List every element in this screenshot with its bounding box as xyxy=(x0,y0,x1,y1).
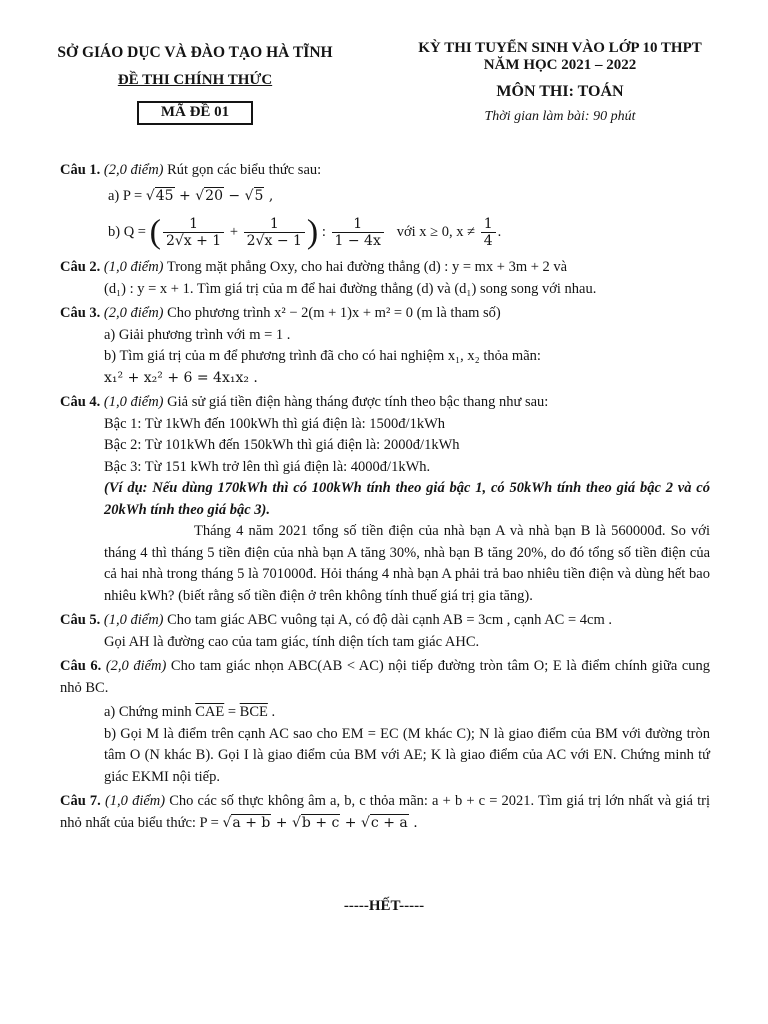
q6a-end: . xyxy=(267,704,276,720)
q6a-angle-2: $\overline{BCE}$ xyxy=(239,704,268,720)
q3-points: (2,0 điểm) xyxy=(103,305,164,321)
q1a-label: a) P = xyxy=(108,187,146,204)
q1b-f3-num: 1 xyxy=(332,216,384,233)
q1b-f1-num: 1 xyxy=(163,216,224,233)
q3-part-a: a) Giải phương trình với m = 1 . xyxy=(104,326,291,343)
q2-line1: Trong mặt phẳng Oxy, cho hai đường thẳng (d) : y = mx + 3m + 2 và xyxy=(163,259,568,275)
department-name: SỞ GIÁO DỤC VÀ ĐÀO TẠO HÀ TĨNH xyxy=(57,44,333,61)
q1-text: Rút gọn các biểu thức sau: xyxy=(163,162,322,178)
q5-head: Câu 5. xyxy=(60,612,101,628)
exam-code-box: MÃ ĐỀ 01 xyxy=(137,101,253,125)
q7-text: Cho các số thực không âm a, b, c thỏa mãn: a + b + c = 2021. Tìm giá trị lớn nhất và giá trị nhỏ nhất của biểu thức: P = xyxy=(60,793,711,831)
q7-head: Câu 7. xyxy=(60,793,101,809)
q1b-f2-num: 1 xyxy=(244,216,305,233)
q1b-cond-fraction xyxy=(481,216,496,249)
q5-line2: Gọi AH là đường cao của tam giác, tính diện tích tam giác AHC. xyxy=(104,633,480,650)
q6-text: Cho tam giác nhọn ABC(AB < AC) nội tiếp đường tròn tâm O; E là điểm chính giữa cung nhỏ BC. xyxy=(60,658,711,696)
q2-line2: (d₁) : y = x + 1. Tìm giá trị của m để hai đường thẳng (d) và (d₁) song song với nhau. xyxy=(104,280,597,297)
q1b-f2-den: 2√x − 1 xyxy=(246,233,302,250)
q4-tier-1: Bậc 1: Từ 1kWh đến 100kWh thì giá điện là: 1500đ/1kWh xyxy=(104,415,446,432)
school-year: NĂM HỌC 2021 – 2022 xyxy=(483,57,637,73)
q1b-fraction-1 xyxy=(163,216,224,249)
q7-radicand-2: b + c xyxy=(301,814,340,831)
q6-points: (2,0 điểm) xyxy=(105,658,167,674)
exam-body xyxy=(60,160,710,834)
q1b-f1-den: 2√x + 1 xyxy=(165,233,222,250)
q3-text: Cho phương trình x² − 2(m + 1)x + m² = 0 (m là tham số) xyxy=(163,305,501,321)
q3-part-b: b) Tìm giá trị của m để phương trình đã cho có hai nghiệm x₁, x₂ thỏa mãn: xyxy=(104,348,541,364)
q2-head: Câu 2. xyxy=(60,259,101,275)
q4-tier-3: Bậc 3: Từ 151 kWh trở lên thì giá điện là: 4000đ/1kWh. xyxy=(104,458,431,475)
q5-line1: Cho tam giác ABC vuông tại A, có độ dài cạnh AB = 3cm , cạnh AC = 4cm . xyxy=(163,612,612,628)
duration: Thời gian làm bài: 90 phút xyxy=(484,109,636,124)
question-2 xyxy=(60,257,710,279)
question-1 xyxy=(60,160,710,182)
q1b-fraction-2 xyxy=(244,216,305,249)
q4-problem: Tháng 4 năm 2021 tổng số tiền điện của nhà bạn A và nhà bạn B là 560000đ. So với tháng 4 thì tháng 5 tiền điện của nhà bạn A tăng 30%, nhà bạn B tăng 20%, do đó tổng số tiền điện của cả hai nhà trong tháng 5 là 701000đ. Hỏi tháng 4 nhà bạn A phải trả bao nhiêu tiền điện và dùng hết bao nhiêu kWh? (biết rằng số tiền điện ở trên không tính thuế giá trị gia tăng). xyxy=(104,523,710,604)
official-exam-label xyxy=(40,72,350,89)
q4-example: (Ví dụ: Nếu dùng 170kWh thì có 100kWh tính theo giá bậc 1, có 50kWh tính theo giá bậc 2 và có 20kWh tính theo giá bậc 3). xyxy=(104,480,710,518)
q1b-f3-den: 1 − 4x xyxy=(334,233,381,250)
question-7: Câu 7. (1,0 điểm) Cho các số thực không âm a, b, c thỏa mãn: a + b + c = 2021. Tìm giá trị lớn nhất và giá trị nhỏ nhất của biểu thức: P = √a + b + √b + c + √c + a . xyxy=(60,793,711,831)
question-4 xyxy=(60,392,710,414)
question-6 xyxy=(60,656,710,699)
q7-points: (1,0 điểm) xyxy=(104,793,166,809)
q4-head: Câu 4. xyxy=(60,394,101,410)
q6-part-b: b) Gọi M là điểm trên cạnh AC sao cho EM = EC (M khác C); N là giao điểm của BM với đường tròn tâm O (N khác B). Gọi I là giao điểm của BM với AE; K là giao điểm của AC với EN. Chứng minh tứ giác EKMI nội tiếp. xyxy=(104,725,710,785)
header-left xyxy=(40,44,350,125)
q6a-label: a) Chứng minh xyxy=(104,704,196,720)
q6a-angle-1: $\overline{CAE}$ xyxy=(195,704,225,720)
q1a-radicand-1: 45 xyxy=(155,187,174,204)
q1b-cf-den: 4 xyxy=(483,233,493,250)
question-5 xyxy=(60,610,710,632)
q7-radicand-3: c + a xyxy=(370,814,408,831)
q4-text: Giả sử giá tiền điện hàng tháng được tính theo bậc thang như sau: xyxy=(163,394,549,410)
official-exam-text: ĐỀ THI CHÍNH THỨC xyxy=(117,72,273,88)
q7-radicand-1: a + b xyxy=(232,814,271,831)
q5-points: (1,0 điểm) xyxy=(103,612,164,628)
q3-part-b-equation: x₁² + x₂² + 6 = 4x₁x₂ . xyxy=(104,369,258,386)
q1b-label: b) Q = xyxy=(108,224,150,240)
q1-points: (2,0 điểm) xyxy=(103,162,164,178)
q1-part-a: a) P = √45 + √20 − √5 , xyxy=(108,187,274,204)
q6-part-a xyxy=(60,702,710,724)
q1a-radicand-3: 5 xyxy=(254,187,264,204)
q1b-cf-num: 1 xyxy=(481,216,496,233)
q6-head: Câu 6. xyxy=(60,658,102,674)
q3-head: Câu 3. xyxy=(60,305,101,321)
header-right xyxy=(380,40,740,125)
end-marker: -----HẾT----- xyxy=(343,898,425,914)
q4-tier-2: Bậc 2: Từ 101kWh đến 150kWh thì giá điện là: 2000đ/1kWh xyxy=(104,437,460,453)
q1a-radicand-2: 20 xyxy=(205,187,223,204)
q1b-condition: với x ≥ 0, x ≠ xyxy=(396,224,479,240)
question-3 xyxy=(60,303,710,325)
q1-head: Câu 1. xyxy=(60,162,101,178)
exam-title: KỲ THI TUYỂN SINH VÀO LỚP 10 THPT xyxy=(418,40,702,56)
q6a-equals: = xyxy=(224,704,240,720)
subject: MÔN THI: TOÁN xyxy=(496,83,624,100)
q1b-fraction-3 xyxy=(332,216,384,249)
q2-points: (1,0 điểm) xyxy=(103,259,164,275)
q4-points: (1,0 điểm) xyxy=(103,394,164,410)
q1-part-b: b) Q = ( $\frac{1}{2√x + 1}$ + $\frac{1}{2√x - 1}$ ) : $\frac{1}{1 - 4x}$ với x ≥ 0, x ≠ $\frac{1}{4}$ . xyxy=(108,213,502,251)
